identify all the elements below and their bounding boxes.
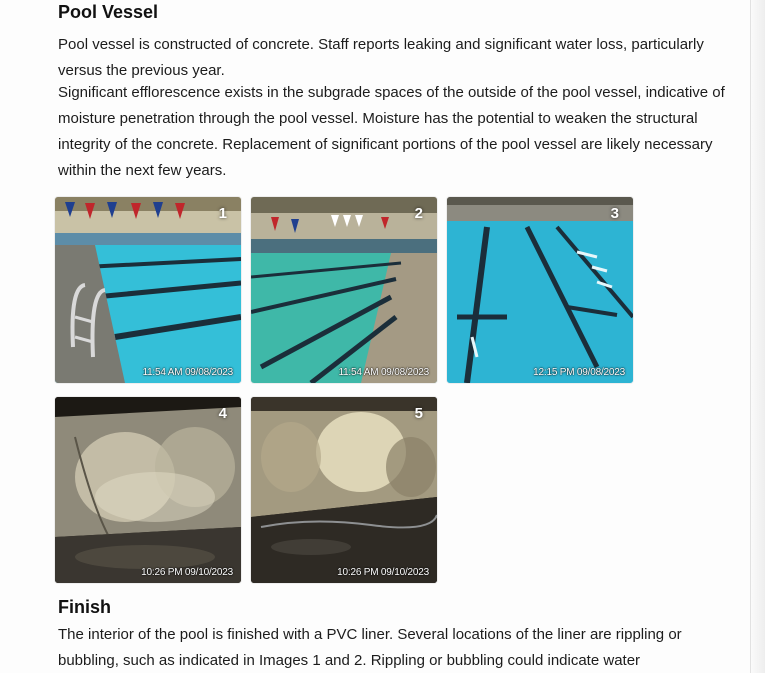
section-heading-pool-vessel: Pool Vessel xyxy=(58,2,159,22)
pool-vessel-paragraph-1: Pool vessel is constructed of concrete. Staff reports leaking and significant water loss, particularly versus the previous year. xyxy=(58,36,704,79)
photo-timestamp: 10:26 PM 09/10/2023 xyxy=(141,567,233,578)
photo-1[interactable] xyxy=(55,197,241,383)
pool-lane-markings-image xyxy=(447,197,633,383)
photo-timestamp: 10:26 PM 09/10/2023 xyxy=(337,567,429,578)
photo-number: 2 xyxy=(414,205,423,222)
photo-timestamp: 11:54 AM 09/08/2023 xyxy=(142,367,233,378)
subgrade-efflorescence-image xyxy=(55,397,241,583)
section-heading-finish: Finish xyxy=(58,597,111,617)
pool-ladder-image xyxy=(55,197,241,383)
photo-2[interactable] xyxy=(251,197,437,383)
subgrade-concrete-wall-image xyxy=(251,397,437,583)
photo-5[interactable] xyxy=(251,397,437,583)
photo-3[interactable] xyxy=(447,197,633,383)
pool-lanes-image xyxy=(251,197,437,383)
finish-paragraph-1: The interior of the pool is finished with a PVC liner. Several locations of the liner are rippling or bubbling, such as indicated in Images 1 and 2. Rippling or bubbling could indicate water xyxy=(58,626,682,669)
photo-4[interactable] xyxy=(55,397,241,583)
photo-timestamp: 11:54 AM 09/08/2023 xyxy=(338,367,429,378)
photo-number: 1 xyxy=(218,205,227,222)
photo-number: 3 xyxy=(610,205,619,222)
photo-number: 4 xyxy=(218,405,227,422)
photo-number: 5 xyxy=(414,405,423,422)
page-edge-divider xyxy=(750,0,765,673)
photo-timestamp: 12:15 PM 09/08/2023 xyxy=(533,367,625,378)
pool-vessel-paragraph-2: Significant efflorescence exists in the subgrade spaces of the outside of the pool vessel, indicative of moisture penetration through the pool vessel. Moisture has the potential to weaken the structural integrity of the concrete. Replacement of significant portions of the pool vessel are likely necessary within the next few years. xyxy=(58,84,725,179)
